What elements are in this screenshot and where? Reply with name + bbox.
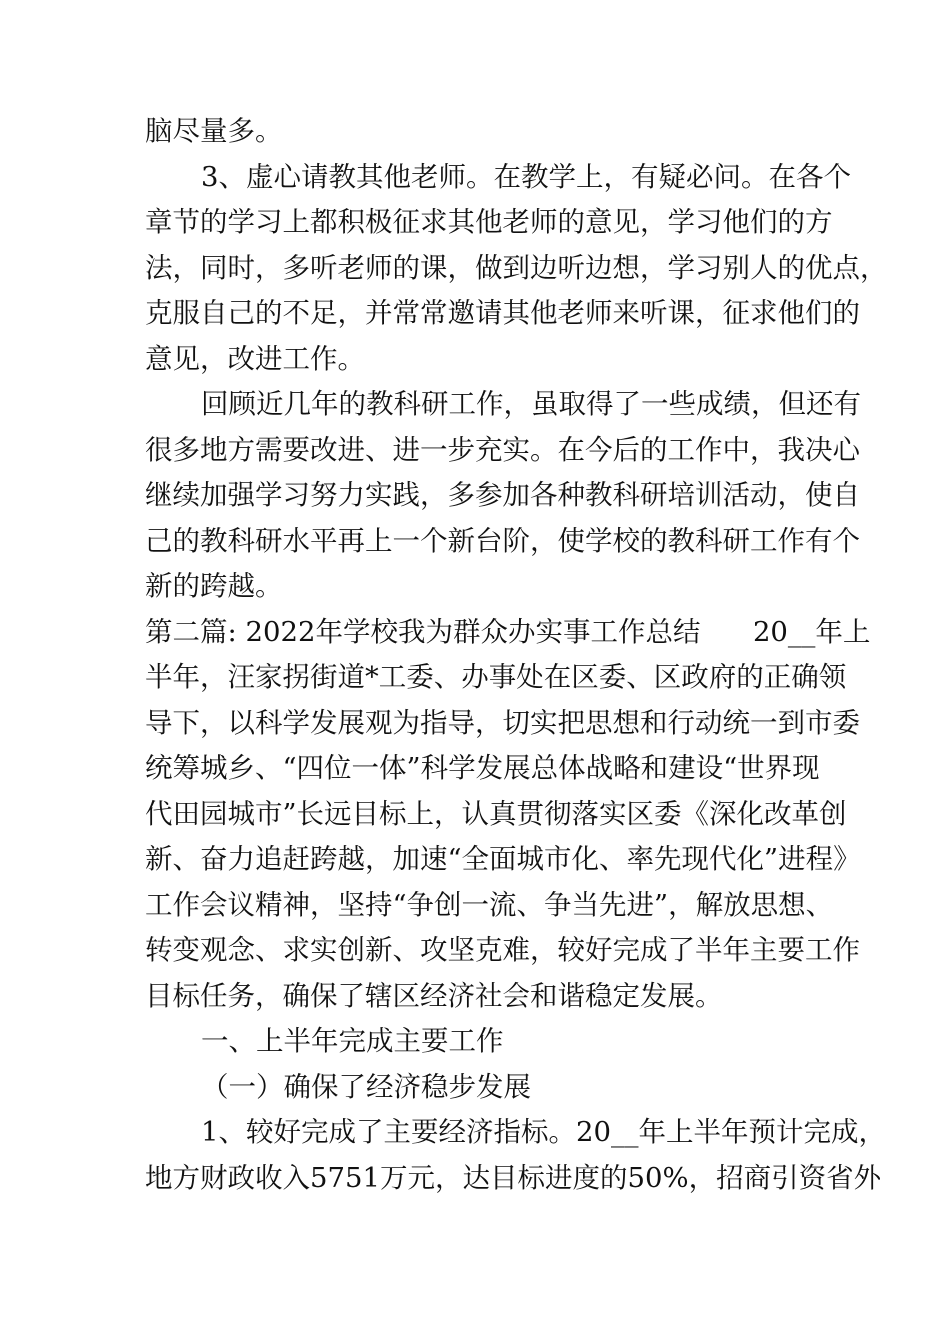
text-line: 地方财政收入5751万元，达目标进度的50%，招商引资省外	[145, 1161, 882, 1194]
text-line: 导下，以科学发展观为指导，切实把思想和行动统一到市委	[145, 706, 860, 739]
section-heading-line: 第二篇: 2022年学校我为群众办实事工作总结 20__年上	[145, 615, 871, 648]
text-line: 统筹城乡、“四位一体”科学发展总体战略和建设“世界现	[145, 752, 820, 784]
text-line: 继续加强学习努力实践，多参加各种教科研培训活动，使自	[145, 479, 860, 511]
text-line: 半年，汪家拐街道*工委、办事处在区委、区政府的正确领	[145, 661, 847, 693]
text-line: 1、较好完成了主要经济指标。20__年上半年预计完成，	[201, 1116, 886, 1148]
text-line: 回顾近几年的教科研工作，虽取得了一些成绩，但还有	[201, 388, 861, 420]
text-line: 克服自己的不足，并常常邀请其他老师来听课，征求他们的	[145, 297, 860, 329]
text-line: 新、奋力追赶跨越，加速“全面城市化、率先现代化”进程》	[145, 843, 861, 875]
subheading-line: 一、上半年完成主要工作	[201, 1025, 504, 1057]
text-line: 己的教科研水平再上一个新台阶，使学校的教科研工作有个	[145, 524, 860, 557]
document-page	[145, 109, 888, 1201]
text-line: 3、虚心请教其他老师。在教学上，有疑必问。在各个	[201, 160, 851, 193]
text-line: 新的跨越。	[145, 570, 283, 602]
subheading-line: （一）确保了经济稳步发展	[201, 1070, 531, 1103]
text-line: 很多地方需要改进、进一步充实。在今后的工作中，我决心	[145, 433, 860, 466]
text-line: 代田园城市”长远目标上，认真贯彻落实区委《深化改革创	[145, 797, 847, 830]
text-line: 意见，改进工作。	[145, 342, 365, 375]
text-line: 章节的学习上都积极征求其他老师的意见，学习他们的方	[145, 206, 833, 238]
text-line: 目标任务，确保了辖区经济社会和谐稳定发展。	[145, 979, 723, 1012]
text-line: 转变观念、求实创新、攻坚克难，较好完成了半年主要工作	[145, 934, 860, 966]
text-line: 工作会议精神，坚持“争创一流、争当先进”，解放思想、	[145, 888, 834, 921]
text-line: 法，同时，多听老师的课，做到边听边想，学习别人的优点，	[145, 251, 888, 284]
text-line: 脑尽量多。	[145, 115, 283, 147]
